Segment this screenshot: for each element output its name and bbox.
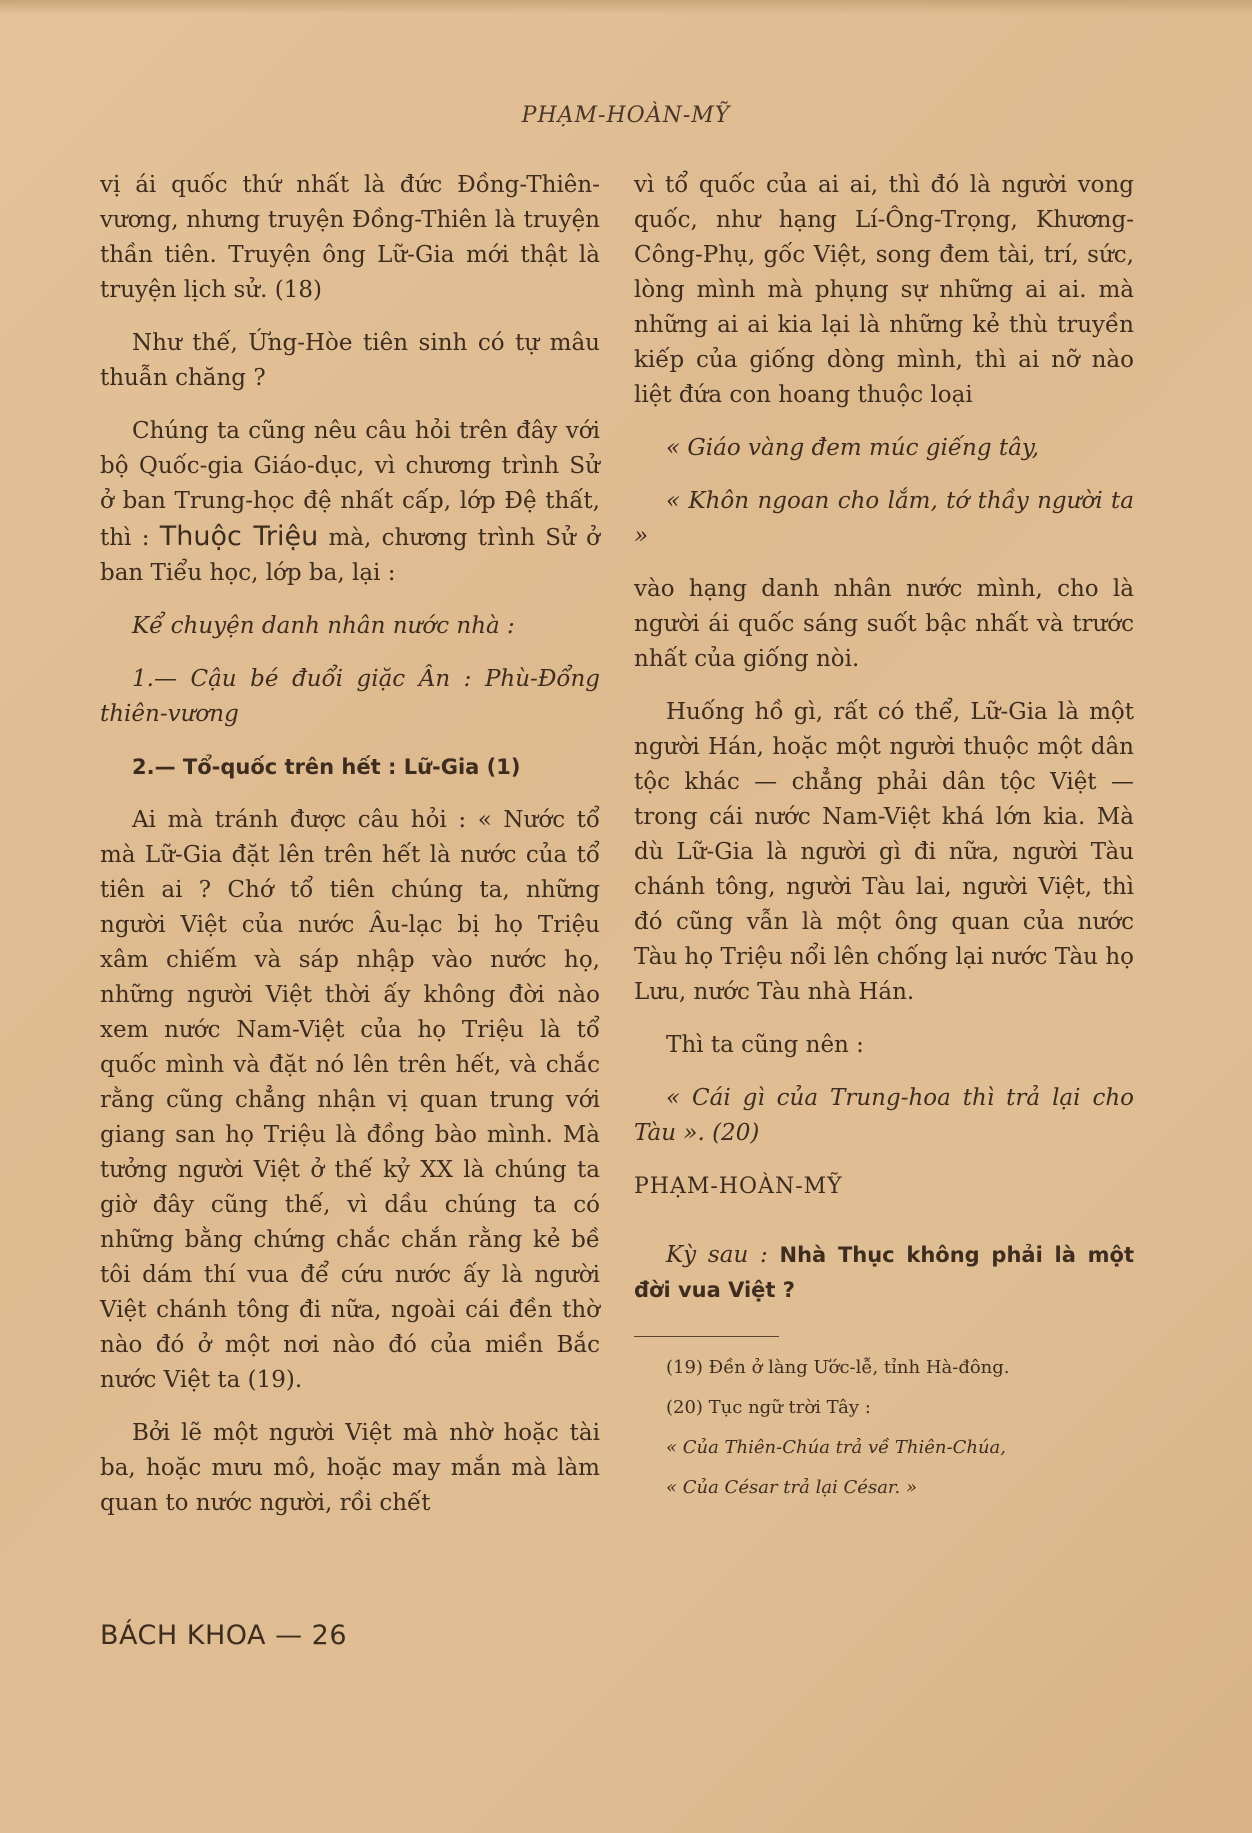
curriculum-item-2: 2.— Tổ-quốc trên hết : Lữ-Gia (1) [132,755,521,779]
quote-line: « Giáo vàng đem múc giếng tây, [666,435,1040,461]
paragraph: vì tổ quốc của ai ai, thì đó là người vong quốc, như hạng Lí-Ông-Trọng, Khương-Công-Phụ, gốc Việt, song đem tài, trí, sức, lòng mình mà phụng sự những ai ai. mà những ai ai kia lại là những kẻ thù truyền kiếp của giống dòng mình, thì ai nỡ nào liệt đứa con hoang thuộc loại [634,172,1134,408]
paragraph: Huống hồ gì, rất có thể, Lữ-Gia là một người Hán, hoặc một người thuộc một dân tộc khác — chẳng phải dân tộc Việt — trong cái nước Nam-Việt khá lớn kia. Mà dù Lữ-Gia là người gì đi nữa, người Tàu chánh tông, người Tàu lai, người Việt, thì đó cũng vẫn là một ông quan của nước Tàu họ Triệu nổi lên chống lại nước Tàu họ Lưu, nước Tàu nhà Hán. [634,699,1134,1005]
quote-line: « Cái gì của Trung-hoa thì trả lại cho Tàu ». (20) [634,1085,1134,1146]
paragraph: Như thế, Ứng-Hòe tiên sinh có tự mâu thuẫn chăng ? [100,330,600,391]
running-head: PHẠM-HOÀN-MỸ [521,103,731,128]
left-column [100,168,600,1539]
next-issue-note [634,1238,1134,1308]
paragraph-curriculum [100,414,600,591]
curriculum-heading: Kể chuyện danh nhân nước nhà : [132,613,515,639]
footnote: (19) Đền ở làng Ước-lễ, tỉnh Hà-đông. [666,1357,1010,1378]
text-run: Chúng ta cũng nêu câu hỏi trên đây với bộ Quốc-gia Giáo-dục, vì chương trình Sử ở ban Trung-học đệ nhất cấp, lớp Đệ thất, thì : [100,418,600,551]
footnote: (20) Tục ngữ trời Tây : [666,1397,871,1418]
author-signature: PHẠM-HOÀN-MỸ [634,1174,843,1199]
curriculum-item-1: 1.— Cậu bé đuổi giặc Ân : Phù-Đổng thiên-vương [100,666,600,727]
paragraph: Bởi lẽ một người Việt mà nhờ hoặc tài ba, hoặc mưu mô, hoặc may mắn mà làm quan to nước người, rồi chết [100,1420,600,1516]
quote-line: « Khôn ngoan cho lắm, tớ thầy người ta » [634,488,1134,549]
footnote-quote: « Của César trả lại César. » [666,1477,918,1498]
footnote-divider [634,1336,779,1337]
paragraph: vị ái quốc thứ nhất là đức Đồng-Thiên-vương, nhưng truyện Đồng-Thiên là truyện thần tiên. Truyện ông Lữ-Gia mới thật là truyện lịch sử. (18) [100,172,600,303]
right-column [634,168,1134,1515]
text-run: mà, chương trình Sử ở ban Tiểu học, lớp ba, lại : [100,525,600,586]
page-footer: BÁCH KHOA — 26 [100,1620,348,1651]
paragraph: Thì ta cũng nên : [666,1032,864,1058]
next-issue-label: Kỳ sau : [666,1242,780,1268]
footnote-quote: « Của Thiên-Chúa trả về Thiên-Chúa, [666,1437,1006,1458]
paragraph: vào hạng danh nhân nước mình, cho là người ái quốc sáng suốt bậc nhất và trước nhất của giống nòi. [634,576,1134,672]
highlight-text: Thuộc Triệu [159,521,319,552]
next-issue-title: Nhà Thục không phải là một đời vua Việt ? [634,1243,1134,1302]
paragraph: Ai mà tránh được câu hỏi : « Nước tổ mà Lữ-Gia đặt lên trên hết là nước của tổ tiên ai ? Chớ tổ tiên chúng ta, những người Việt của nước Âu-lạc bị họ Triệu xâm chiếm và sáp nhập vào nước họ, những người Việt thời ấy không đời nào xem nước Nam-Việt của họ Triệu là tổ quốc mình và đặt nó lên trên hết, và chắc rằng cũng chẳng nhận vị quan trung với giang san họ Triệu là đồng bào mình. Mà tưởng người Việt ở thế kỷ XX là chúng ta giờ đây cũng thế, vì dầu chúng ta có những bằng chứng chắc chắn rằng kẻ bề tôi dám thí vua để cứu nước ấy là người Việt chánh tông đi nữa, ngoài cái đền thờ nào đó ở một nơi nào đó của miền Bắc nước Việt ta (19). [100,807,600,1393]
